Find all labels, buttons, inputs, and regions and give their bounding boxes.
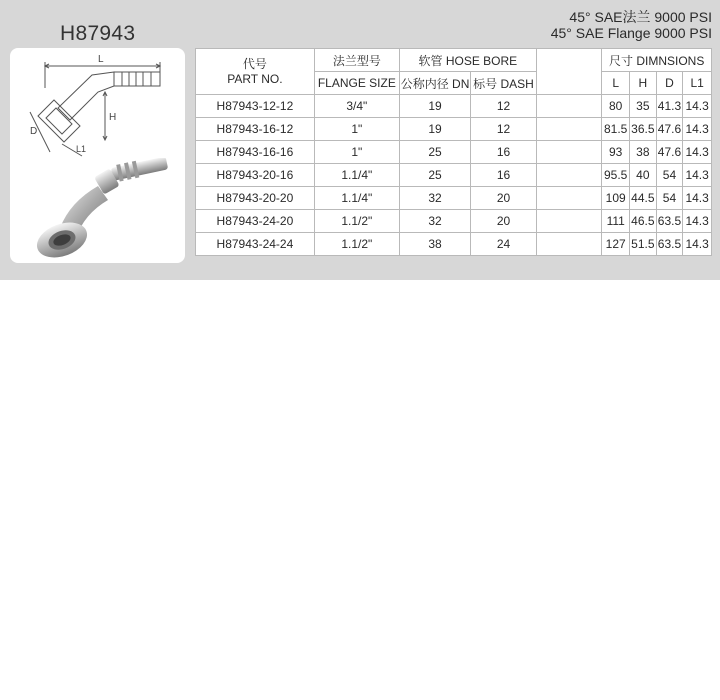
cell-D: 54 <box>656 164 683 187</box>
product-subtitle <box>551 9 712 41</box>
cell-L: 93 <box>602 141 630 164</box>
cell-dash: 12 <box>471 95 537 118</box>
col-hose-group: 软管 HOSE BORE <box>399 49 536 72</box>
cell-D: 47.6 <box>656 118 683 141</box>
cell-empty <box>536 118 602 141</box>
subtitle-english: 45° SAE Flange 9000 PSI <box>550 25 712 41</box>
cell-dash: 20 <box>471 187 537 210</box>
cell-L: 80 <box>602 95 630 118</box>
cell-dn: 25 <box>399 164 470 187</box>
product-photo <box>10 158 185 263</box>
table-row <box>196 95 712 118</box>
cell-dash: 16 <box>471 141 537 164</box>
drawing-label-D: D <box>30 126 38 137</box>
cell-dash: 16 <box>471 164 537 187</box>
table-row <box>196 141 712 164</box>
cell-L1: 14.3 <box>683 95 712 118</box>
cell-dash: 12 <box>471 118 537 141</box>
part-no-label-cn: 代号 <box>242 56 267 71</box>
cell-L1: 14.3 <box>683 187 712 210</box>
col-flange-group: 法兰型号 <box>314 49 399 72</box>
cell-D: 63.5 <box>656 233 683 256</box>
cell-D: 54 <box>656 187 683 210</box>
product-image-card <box>10 48 185 263</box>
cell-L: 127 <box>602 233 630 256</box>
drawing-label-H: H <box>109 112 117 123</box>
cell-H: 46.5 <box>630 210 657 233</box>
cell-empty <box>536 187 602 210</box>
col-flange-size: FLANGE SIZE <box>314 72 399 95</box>
cell-part-no: H87943-12-12 <box>196 95 315 118</box>
cell-part-no: H87943-16-16 <box>196 141 315 164</box>
cell-dn: 32 <box>399 210 470 233</box>
cell-flange: 1.1/4" <box>314 187 399 210</box>
part-no-label-en: PART NO. <box>227 71 283 86</box>
technical-drawing <box>10 48 185 158</box>
cell-part-no: H87943-24-20 <box>196 210 315 233</box>
cell-dn: 19 <box>399 118 470 141</box>
drawing-label-L1: L1 <box>76 144 87 154</box>
cell-dn: 38 <box>399 233 470 256</box>
cell-H: 44.5 <box>630 187 657 210</box>
col-part-no <box>196 49 315 95</box>
cell-empty <box>536 141 602 164</box>
cell-L: 81.5 <box>602 118 630 141</box>
table-row <box>196 164 712 187</box>
col-hose-dash: 标号 DASH <box>471 72 537 95</box>
cell-D: 47.6 <box>656 141 683 164</box>
col-dim-L1: L1 <box>683 72 712 95</box>
cell-part-no: H87943-24-24 <box>196 233 315 256</box>
cell-D: 63.5 <box>656 210 683 233</box>
cell-H: 38 <box>630 141 657 164</box>
col-hose-dn: 公称内径 DN <box>399 72 470 95</box>
cell-L1: 14.3 <box>683 210 712 233</box>
cell-dash: 20 <box>471 210 537 233</box>
cell-H: 36.5 <box>630 118 657 141</box>
cell-H: 40 <box>630 164 657 187</box>
cell-flange: 1.1/4" <box>314 164 399 187</box>
cell-L: 95.5 <box>602 164 630 187</box>
cell-D: 41.3 <box>656 95 683 118</box>
cell-L1: 14.3 <box>683 233 712 256</box>
cell-empty <box>536 95 602 118</box>
cell-part-no: H87943-16-12 <box>196 118 315 141</box>
cell-empty <box>536 233 602 256</box>
cell-dn: 25 <box>399 141 470 164</box>
table-row <box>196 118 712 141</box>
cell-flange: 1" <box>314 118 399 141</box>
cell-H: 51.5 <box>630 233 657 256</box>
empty-column-header <box>536 49 602 95</box>
cell-L: 109 <box>602 187 630 210</box>
header-row-1 <box>196 49 712 72</box>
cell-L1: 14.3 <box>683 118 712 141</box>
cell-flange: 1" <box>314 141 399 164</box>
cell-flange: 1.1/2" <box>314 210 399 233</box>
specification-table <box>195 48 712 256</box>
col-dim-group: 尺寸 DIMNSIONS <box>602 49 712 72</box>
col-dim-H: H <box>630 72 657 95</box>
cell-dn: 32 <box>399 187 470 210</box>
cell-empty <box>536 210 602 233</box>
cell-empty <box>536 164 602 187</box>
table-row <box>196 187 712 210</box>
subtitle-chinese: 45° SAE法兰 9000 PSI <box>569 9 712 25</box>
drawing-label-L: L <box>98 54 104 65</box>
cell-flange: 3/4" <box>314 95 399 118</box>
cell-L1: 14.3 <box>683 141 712 164</box>
cell-part-no: H87943-20-16 <box>196 164 315 187</box>
cell-part-no: H87943-20-20 <box>196 187 315 210</box>
cell-dn: 19 <box>399 95 470 118</box>
cell-L: 111 <box>602 210 630 233</box>
cell-H: 35 <box>630 95 657 118</box>
cell-L1: 14.3 <box>683 164 712 187</box>
cell-flange: 1.1/2" <box>314 233 399 256</box>
col-dim-D: D <box>656 72 683 95</box>
cell-dash: 24 <box>471 233 537 256</box>
col-dim-L: L <box>602 72 630 95</box>
part-title: H87943 <box>60 22 136 45</box>
table-row <box>196 210 712 233</box>
table-row <box>196 233 712 256</box>
